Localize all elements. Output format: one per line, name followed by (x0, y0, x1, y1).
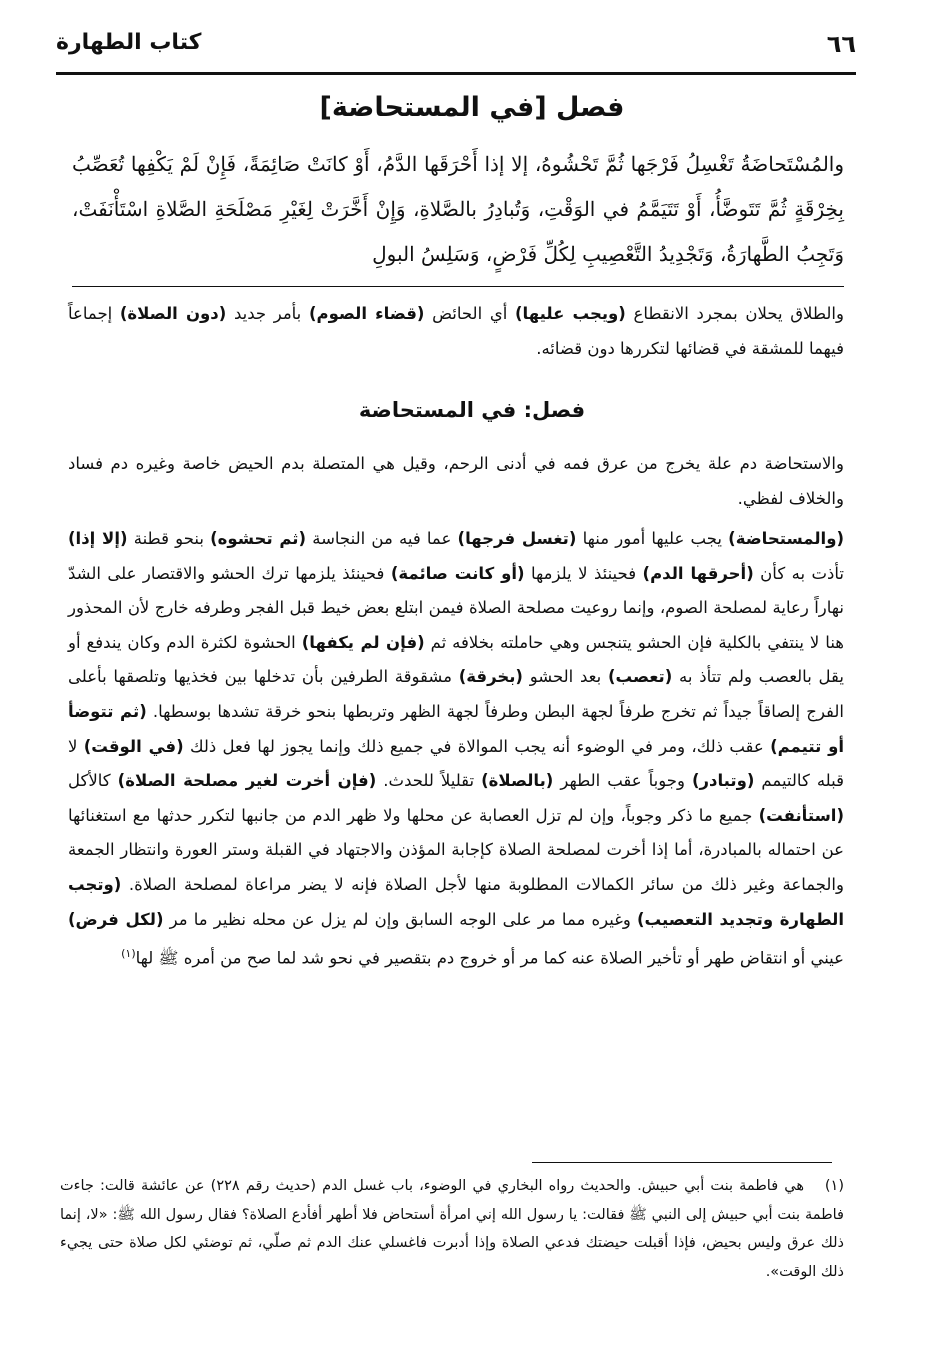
text-run: أي الحائض (424, 304, 515, 323)
quoted-matn: (تعصب) (607, 667, 673, 687)
quoted-matn: (دون الصلاة) (119, 304, 227, 323)
commentary-paragraph-1 (68, 296, 844, 366)
footnote-reference[interactable]: (١) (121, 947, 136, 961)
matn-divider (72, 286, 844, 287)
quoted-matn: (وتبادر) (691, 771, 755, 791)
text-run: تقليلاً للحدث. (376, 771, 482, 791)
footnote-divider (532, 1162, 832, 1163)
text-run: بنحو قطنة (127, 529, 211, 548)
quoted-matn: (فإن لم يكفها) (301, 632, 425, 652)
commentary-section-heading: فصل: في المستحاضة (358, 398, 586, 422)
header-divider (56, 72, 856, 75)
text-run: كالأكل (68, 771, 118, 791)
quoted-matn: (قضاء الصوم) (308, 304, 425, 323)
text-run: والطلاق يحلان بمجرد الانقطاع (625, 304, 844, 323)
quoted-matn: (استأنفت) (758, 805, 844, 825)
footnote-text: هي فاطمة بنت أبي حبيش. والحديث رواه البخاري في الوضوء، باب غسل الدم (حديث رقم ٢٢٨) عن عائشة قالت: جاءت فاطمة بنت أبي حبيش إلى النبي ﷺ فقالت: يا رسول الله إني امرأة أستحاض فلا أطهر أفأدع الصلاة؟ فقال رسول الله ﷺ: «لا، إنما ذلك عرق وليس بحيض، فإذا أقبلت حيضتك فدعي الصلاة وإذا أدبرت فاغسلي عنك الدم ثم صلّي، ثم توضئي لكل صلاة حتى يجيء ذلك الوقت». (60, 1178, 844, 1280)
matn-text: والمُسْتَحاضَةُ تَغْسِلُ فَرْجَها ثُمَّ تَحْشُوهُ، إلا إذا أَحْرَقَها الدَّمُ، أَوْ كانَتْ صَائِمَةً، فَإِنْ لَمْ يَكْفِها تُعَصِّبُ بِخِرْقَةٍ ثُمَّ تَتَوضَّأُ، أَوْ تَتَيَمَّمُ في الوَقْتِ، وَتُبادِرُ بالصَّلاةِ، وَإِنْ أَخَّرَتْ لِغَيْرِ مَصْلَحَةِ الصَّلاةِ اسْتَأْنَفَتْ، وَتَجِبُ الطَّهارَةُ، وَتَجْدِيدُ التَّعْصِيبِ لِكُلِّ فَرْضٍ، وَسَلِسُ البولِ (72, 152, 844, 266)
quoted-matn: (بالصلاة) (481, 771, 554, 791)
quoted-matn: (تغسل فرجها) (457, 529, 577, 548)
quoted-matn: (ثم تتوضأ أو تتيمم) (68, 701, 845, 756)
commentary-paragraph-2: والاستحاضة دم علة يخرج من عرق فمه في أدنى الرحم، وقيل هي المتصلة بدم الحيض خاصة وغيره دم فساد والخلاف لفظي. (68, 454, 844, 508)
quoted-matn: (ثم تحشوه) (210, 529, 307, 548)
page-number: ٦٦ (826, 30, 856, 58)
quoted-matn: (ويجب عليها) (514, 304, 626, 323)
quoted-matn: (في الوقت) (83, 736, 184, 756)
footnote-1 (60, 1172, 844, 1286)
text-run: عما فيه من النجاسة (306, 529, 458, 548)
text-run: الحشوة لكثرة الدم وكان يندفع أو يقل بالعصب ولم تتأذ به (68, 632, 844, 687)
footnote-number: (١) (824, 1178, 844, 1194)
quoted-matn: (وتجب الطهارة وتجديد التعصيب) (68, 874, 845, 929)
quoted-matn: (بخرقة) (458, 667, 523, 687)
quoted-matn: (أو كانت صائمة) (390, 563, 525, 583)
text-run: تأذت به كأن (753, 563, 844, 583)
text-run: فحينئذ يلزمها ترك الحشو والاقتصار على الشدّ نهاراً رعاية لمصلحة الصوم، وإنما روعيت مصلحة الصلاة فيمن ابتلع بعض خيط قبل الفجر وطرفه خارج لأن المحذور هنا لا ينتفي بالكلية فإن الحشو يتنجس وهي حاملته بخلافه ثم (68, 563, 845, 652)
text-run: جميع ما ذكر وجوباً، وإن لم تزل العصابة عن محلها ولا ظهر الدم من جانبها لتكرر حدثها مع استغنائها عن احتماله بالمبادرة، أما إذا أخرت لمصلحة الصلاة كإجابة المؤذن والاجتهاد في القبلة وستر العورة وانتظار الجمعة والجماعة وغير ذلك من سائر الكمالات المطلوبة منها لأجل الصلاة فإنه لا يضر مراعاة لمصلحة الصلاة. (68, 805, 844, 894)
page-header (56, 22, 856, 62)
quoted-matn: (لكل فرض) (68, 909, 164, 929)
text-run: مشقوقة الطرفين بأن تدخلها بين فخذيها وتلصقها بأعلى الفرج إلصاقاً جيداً ثم تخرج طرفاً لجهة البطن وطرفاً لجهة الظهر وتربطها بنحو خرقة تشدها بوسطها. (68, 667, 845, 721)
running-title: كتاب الطهارة (56, 30, 202, 55)
quoted-matn: (إلا إذا) (68, 529, 128, 548)
text-run: إجماعاً فيهما للمشقة في قضائها لتكررها دون قضائه. (68, 304, 844, 358)
text-run: وجوباً عقب الطهر (553, 771, 692, 791)
text-run: عيني أو انتقاض طهر أو تأخير الصلاة عنه كما مر أو خروج دم بتقصير في نحو شد لما صح من أمره ﷺ لها (135, 948, 844, 968)
text-run: يجب عليها أمور منها (576, 529, 729, 548)
text-run: بعد الحشو (522, 667, 608, 687)
matn-section-title: فصل [في المستحاضة] (319, 92, 625, 123)
text-run: عقب ذلك، ومر في الوضوء أنه يجب الموالاة في جميع ذلك وإنما يجوز لها فعل ذلك (183, 736, 771, 756)
text-run: فحينئذ لا يلزمها (524, 563, 643, 583)
text-run: وغيره مما مر على الوجه السابق وإن لم يزل عن محله نظير ما مر (163, 909, 637, 929)
text-run: لا قبله كالتيمم (68, 736, 844, 791)
text-run: بأمر جديد (226, 304, 309, 323)
quoted-matn: (أحرقها الدم) (642, 563, 754, 583)
quoted-matn: (والمستحاضة) (728, 529, 844, 548)
commentary-paragraph-3 (68, 522, 844, 976)
quoted-matn: (فإن أخرت لغير مصلحة الصلاة) (117, 771, 377, 791)
